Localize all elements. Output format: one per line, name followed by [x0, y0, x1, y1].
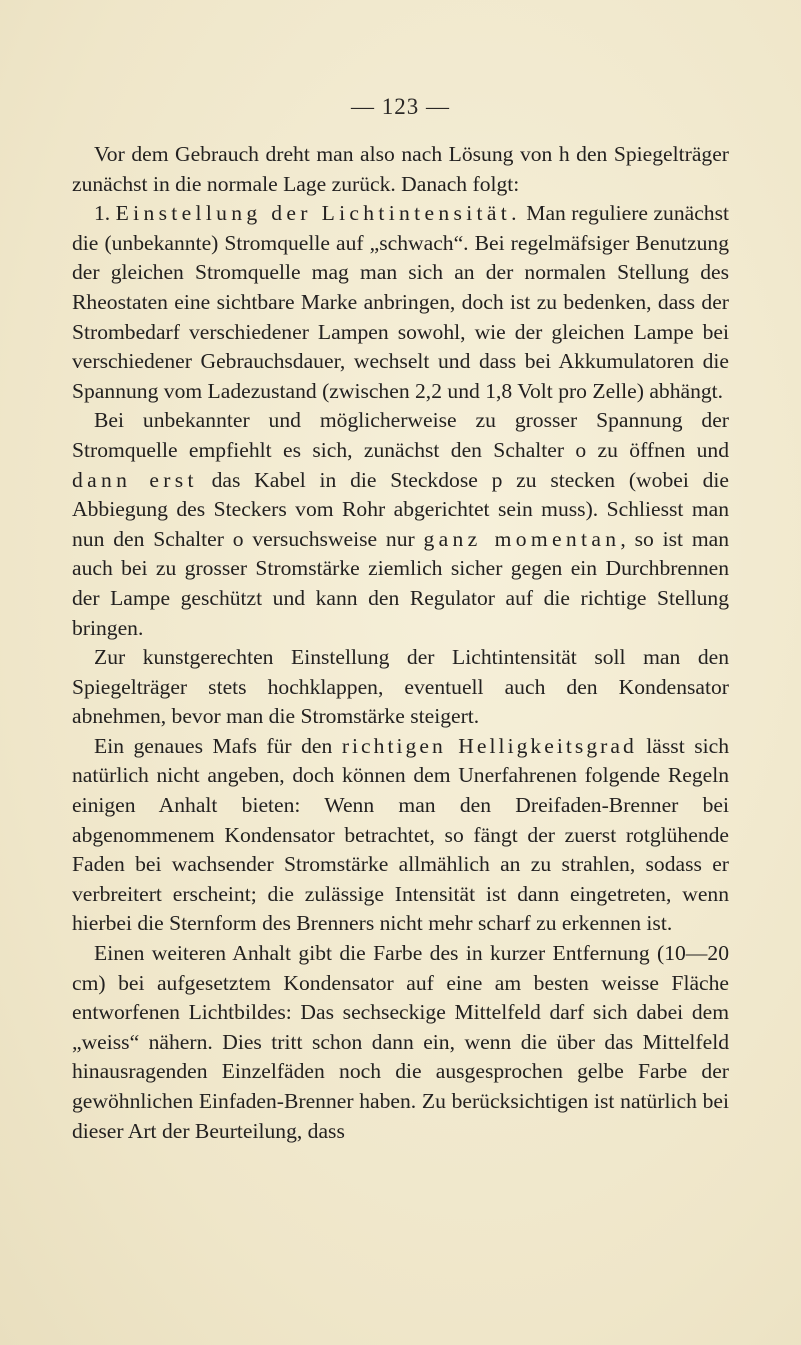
paragraph-text: Man reguliere zunächst die (unbekannte) Stromquelle auf „schwach“. Bei regelmäfsiger Benutzung der gleichen Stromquelle mag man sich an der normalen Stellung des Rheostaten eine sichtbare Marke anbringen, doch ist zu bedenken, dass der Strombedarf verschiedener Lampen sowohl, wie der gleichen Lampe bei verschiedener Gebrauchsdauer, wechselt und dass bei Akkumulatoren die Spannung vom Ladezustand (zwischen 2,2 und 1,8 Volt pro Zelle) abhängt.	[72, 201, 729, 403]
page-number: — 123 —	[351, 94, 450, 119]
paragraph-text: das Kabel in die Steckdose p zu stecken (wobei die Abbiegung des Steckers vom Rohr abgerichtet sein muss). Schliesst man nun den Schalter o versuchsweise nur	[72, 467, 729, 551]
paragraph-6	[72, 939, 729, 1146]
body-text	[72, 140, 729, 1146]
emphasis-spaced: dann erst	[72, 467, 198, 492]
paragraph-2	[72, 199, 729, 406]
paragraph-4	[72, 643, 729, 732]
paragraph-1	[72, 140, 729, 199]
paragraph-text: Ein genaues Mafs für den	[94, 733, 342, 758]
paragraph-text: Einen weiteren Anhalt gibt die Farbe des in kurzer Entfernung (10—20 cm) bei aufgesetztem Kondensator auf eine am besten weisse Fläche entworfenen Lichtbildes: Das sechseckige Mittelfeld darf sich dabei dem „weiss“ nähern. Dies tritt schon dann ein, wenn die über das Mittelfeld hinausragenden Einzelfäden noch die ausgesprochen gelbe Farbe der gewöhnlichen Einfaden-Brenner haben. Zu berücksichtigen ist natürlich bei dieser Art der Beurteilung, dass	[72, 941, 729, 1143]
paragraph-text: Zur kunstgerechten Einstellung der Lichtintensität soll man den Spiegelträger stets hochklappen, eventuell auch den Kondensator abnehmen, bevor man die Stromstärke steigert.	[72, 645, 729, 729]
paragraph-text: Bei unbekannter und möglicherweise zu grosser Spannung der Stromquelle empfiehlt es sich, zunächst den Schalter o zu öffnen und	[72, 408, 729, 462]
section-heading-spaced: Einstellung der Lichtintensität.	[115, 201, 521, 226]
emphasis-spaced: richtigen Helligkeitsgrad	[341, 733, 637, 758]
paragraph-3	[72, 406, 729, 643]
paragraph-text: lässt sich natürlich nicht angeben, doch können dem Unerfahrenen folgende Regeln einigen Anhalt bieten: Wenn man den Dreifaden-Brenner bei abgenommenem Kondensator betrachtet, so fängt der zuerst rotglühende Faden bei wachsender Stromstärke allmählich an zu strahlen, sodass er verbreitert erscheint; die zulässige Intensität ist dann eingetreten, wenn hierbei die Sternform des Brenners nicht mehr scharf zu erkennen ist.	[72, 733, 729, 936]
paragraph-5	[72, 732, 729, 939]
paragraph-text: Vor dem Gebrauch dreht man also nach Lösung von h den Spiegelträger zunächst in die normale Lage zurück. Danach folgt:	[72, 142, 729, 196]
list-number: 1.	[94, 201, 116, 226]
paragraph-text: , so ist man auch bei zu grosser Stromstärke ziemlich sicher gegen ein Durchbrennen der Lampe geschützt und kann den Regulator auf die richtige Stellung bringen.	[72, 526, 730, 640]
emphasis-spaced: ganz momentan	[423, 526, 621, 551]
